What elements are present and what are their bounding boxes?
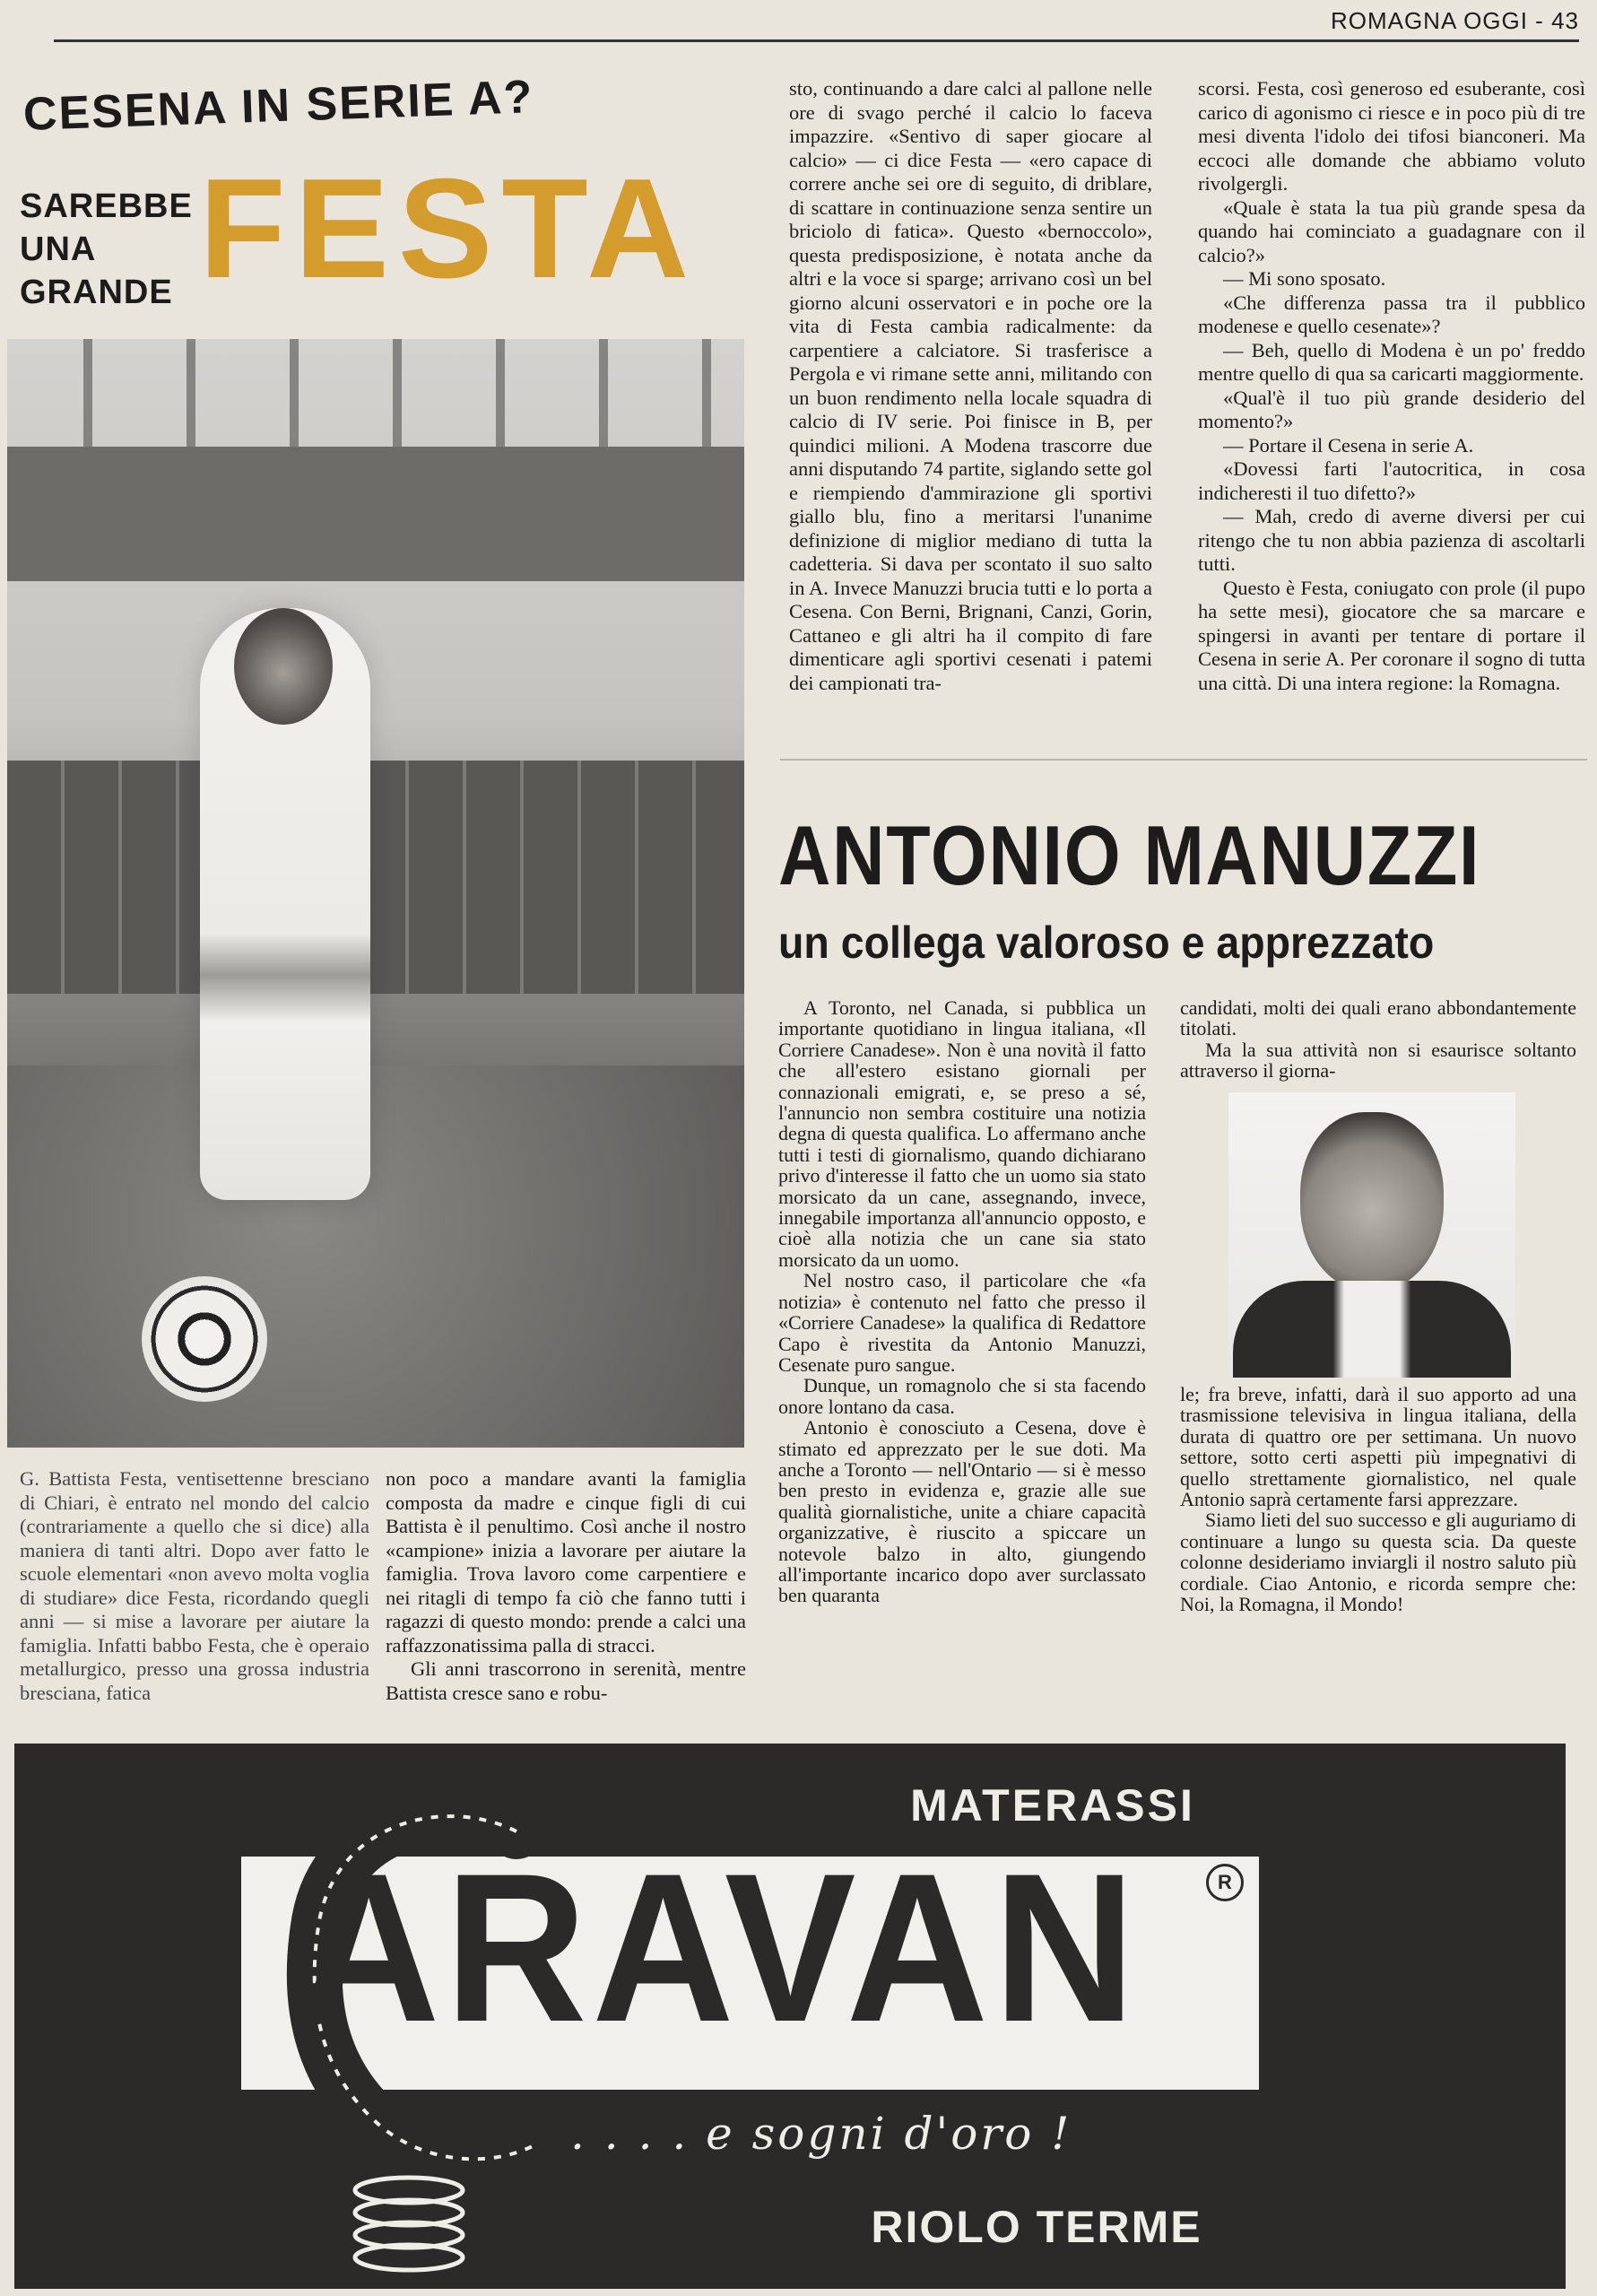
festa-column-4 <box>1198 77 1585 730</box>
manuzzi-title: ANTONIO MANUZZI <box>778 808 1481 902</box>
manuzzi-paragraph: Ma la sua attività non si esaurisce soltanto attraverso il giorna- <box>1180 1038 1576 1083</box>
headline-small-line-3: GRANDE <box>20 274 173 311</box>
interview-question: «Qual'è il tuo più grande desiderio del momento?» <box>1198 386 1585 432</box>
ad-brand: ARAVAN <box>298 1830 1141 2066</box>
festa-caption <box>20 1467 369 1709</box>
stadium-banner <box>7 447 744 581</box>
interview-answer: — Mah, credo di averne diversi per cui ritengo che tu non abbia pazienza di ascoltarli tutti. <box>1198 505 1585 575</box>
festa-paragraph: non poco a mandare avanti la famiglia composta da madre e cinque figli di cui Battista è il penultimo. Così anche il nostro «campione» inizia a lavorare per aiutare la famiglia. Trova lavoro come carpentiere e nei ritagli di tempo fa ciò che fanno tutti i ragazzi di questo mondo: prende a calci una raffazzonatissima palla di stracci. <box>386 1467 746 1657</box>
player-head <box>234 608 333 725</box>
festa-paragraph: Questo è Festa, coniugato con prole (il pupo ha sette mesi), giocatore che sa marcare e spingersi in avanti per tentare di portare il Cesena in serie A. Per coronare il sogno di tutta una città. Di una intera regione: la Romagna. <box>1198 576 1585 694</box>
festa-photo <box>7 339 744 1448</box>
festa-kicker: CESENA IN SERIE A? <box>22 71 535 141</box>
manuzzi-paragraph: le; fra breve, infatti, darà il suo apporto ad una trasmissione televisiva in lingua italiana, della durata di quattro ore per settimana. Un nuovo settore, sotto certi aspetti più impegnativi di quello strettamente giornalistico, nel quale Antonio saprà certamente farsi apprezzare. <box>1180 1384 1576 1511</box>
interview-answer: — Mi sono sposato. <box>1223 267 1386 290</box>
interview-question: «Che differenza passa tra il pubblico modenese e quello cesenate»? <box>1198 291 1585 337</box>
interview-question: «Quale è stata la tua più grande spesa da quando hai cominciato a guadagnare con il calcio?» <box>1198 196 1585 266</box>
headline-small-line-2: UNA <box>20 230 97 268</box>
festa-caption-text: G. Battista Festa, ventisettenne bresciano di Chiari, è entrato nel mondo del calcio (contrariamente a quello che si dice) alla maniera di tanti altri. Dopo aver fatto le scuole elementari «non avevo molta voglia di studiare» dice Festa, ricordando quegli anni — si mise a lavorare per aiutare la famiglia. Infatti babbo Festa, che è operaio metallurgico, presso una grossa industria bresciana, fatica <box>20 1467 369 1704</box>
manuzzi-paragraph: Dunque, un romagnolo che si sta facendo onore lontano da casa. <box>778 1374 1146 1418</box>
festa-headline-small <box>20 185 208 314</box>
festa-column-2 <box>386 1467 746 1709</box>
festa-headline-big: FESTA <box>199 150 699 308</box>
festa-column-3 <box>789 77 1152 730</box>
manuzzi-paragraph: Antonio è conosciuto a Cesena, dove è stimato ed apprezzato per le sue doti. Ma anche a Toronto — nell'Ontario — si è messo ben presto in evidenza e, grazie alle sue qualità giornalistiche, unite a chiare capacità organizzative, è riuscito a spiccare un notevole balzo in alto, giungendo all'importante incarico dopo aver surclassato ben quaranta <box>778 1416 1146 1607</box>
football-pitch <box>7 1065 744 1448</box>
festa-paragraph: sto, continuando a dare calci al pallone nelle ore di svago perché il calcio lo faceva impazzire. «Sentivo di saper giocare al calcio» — ci dice Festa — «ero capace di correre anche sei ore di seguito, di driblare, di scattare in continuazione senza sentire un briciolo di fatica». Questo «bernoccolo», questa predisposizione, è notata anche da altri e la voce si sparge; arrivano così un bel giorno alcuni osservatori e in poche ore la vita di Festa cambia radicalmente: da carpentiere a calciatore. Si trasferisce a Pergola e vi rimane sette anni, militando con un buon rendimento nella locale squadra di calcio di IV serie. Poi finisce in B, per quindici milioni. A Modena trascorre due anni disputando 74 partite, siglando sette gol e riempiendo d'ammirazione gli sportivi giallo blu, fino a meritarsi l'unanime definizione di miglior mediano di tutta la cadetteria. Si dava per scontato il suo salto in A. Invece Manuzzi brucia tutti e lo porta a Cesena. Con Berni, Brignani, Canzi, Gorin, Cattaneo e gli altri ha il compito di fare dimenticare agli sportivi cesenati i patemi dei campionati tra- <box>789 77 1152 694</box>
headline-small-line-1: SAREBBE <box>20 187 193 225</box>
manuzzi-paragraph: Nel nostro caso, il particolare che «fa notizia» è contenuto nel fatto che presso il «Corriere Canadese» la qualifica di Redattore Capo è rivestita da Antonio Manuzzi, Cesenate puro sangue. <box>778 1269 1146 1376</box>
interview-question: «Dovessi farti l'autocritica, in cosa indicheresti il tuo difetto?» <box>1198 457 1585 504</box>
ad-bottom-text: RIOLO TERME <box>871 2202 1202 2252</box>
section-divider <box>780 759 1587 761</box>
portrait-face <box>1300 1112 1444 1292</box>
stadium-stand <box>7 761 744 994</box>
festa-paragraph: Gli anni trascorrono in serenità, mentre Battista cresce sano e robu- <box>386 1657 746 1704</box>
interview-answer: — Beh, quello di Modena è un po' freddo mentre quello di qua sa caricarti maggiormente. <box>1198 338 1585 385</box>
manuzzi-paragraph: A Toronto, nel Canada, si pubblica un importante quotidiano in lingua italiana, «Il Corriere Canadese». Non è una novità il fatto che all'estero esistano giornali per connazionali emigrati, e, se preso a sé, l'annuncio non sembra costituire una notizia degna di questa qualifica. Lo affermano anche tutti i testi di giornalismo, quando dichiarano privo d'interesse il fatto che un uomo sia stato morsicato da un cane, assegnando, invece, innegabile importanza all'annuncio opposto, e cioè alla notizia che un cane sia stato morsicato da un uomo. <box>778 997 1146 1271</box>
portrait-suit <box>1233 1281 1511 1378</box>
manuzzi-column-2-bottom <box>1180 1384 1576 1725</box>
caravan-advertisement <box>14 1744 1566 2289</box>
ad-top-text: MATERASSI <box>910 1780 1195 1831</box>
ad-tagline: . . . . e sogni d'oro ! <box>570 2108 1072 2160</box>
manuzzi-photo <box>1228 1092 1515 1378</box>
manuzzi-paragraph: Siamo lieti del suo successo e gli auguriamo di continuare a lungo su questa scia. Da queste colonne desideriamo inviargli il nostro saluto più cordiale. Ciao Antonio, e ricorda sempre che: Noi, la Romagna, il Mondo! <box>1180 1509 1576 1616</box>
manuzzi-paragraph: candidati, molti dei quali erano abbondantemente titolati. <box>1180 997 1576 1040</box>
manuzzi-column-2-top <box>1180 997 1576 1083</box>
manuzzi-subtitle: un collega valoroso e apprezzato <box>778 918 1435 968</box>
running-head: ROMAGNA OGGI - 43 <box>1330 7 1579 34</box>
stadium-pennants <box>7 339 744 447</box>
registered-mark: R <box>1206 1864 1244 1901</box>
interview-answer: — Portare il Cesena in serie A. <box>1223 433 1474 457</box>
festa-paragraph: scorsi. Festa, così generoso ed esuberante, così carico di agonismo ci riesce e in poco più di tre mesi diventa l'idolo dei tifosi bianconeri. Ma eccoci alle domande che abbiamo voluto rivolgergli. <box>1198 77 1585 195</box>
football-ball <box>142 1276 267 1402</box>
manuzzi-column-1 <box>778 997 1146 1715</box>
header-rule <box>54 39 1579 42</box>
